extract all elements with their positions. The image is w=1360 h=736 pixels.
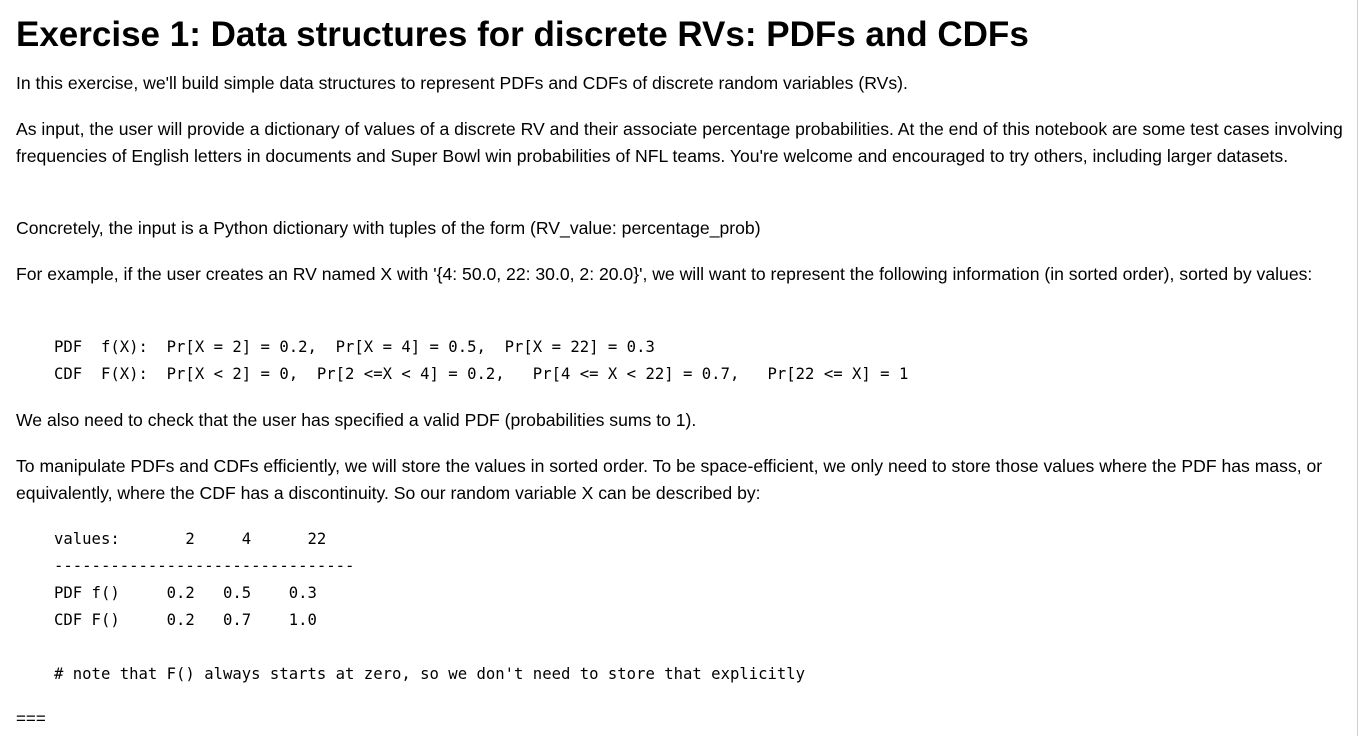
page-title: Exercise 1: Data structures for discrete RVs: PDFs and CDFs	[16, 15, 1029, 54]
code-line-cdf: CDF F(X): Pr[X < 2] = 0, Pr[2 <=X < 4] = 0.2, Pr[4 <= X < 22] = 0.7, Pr[22 <= X] = 1	[54, 365, 909, 383]
code-line-pdf: PDF f(X): Pr[X = 2] = 0.2, Pr[X = 4] = 0.5, Pr[X = 22] = 0.3	[54, 338, 655, 356]
validity-paragraph: We also need to check that the user has specified a valid PDF (probabilities sums to 1).	[16, 410, 697, 430]
code-line-comment: # note that F() always starts at zero, so we don't need to store that explicitly	[54, 665, 806, 683]
input-description-paragraph: As input, the user will provide a dictionary of values of a discrete RV and their associate percentage probabilities. At the end of this notebook are some test cases involving frequencies of English letters in documents and Super Bowl win probabilities of NFL teams. You're welcome and encouraged to try others, including larger datasets.	[16, 119, 1343, 166]
example-paragraph: For example, if the user creates an RV named X with '{4: 50.0, 22: 30.0, 2: 20.0}', we will want to represent the following information (in sorted order), sorted by values:	[16, 264, 1313, 284]
intro-paragraph: In this exercise, we'll build simple data structures to represent PDFs and CDFs of discrete random variables (RVs).	[16, 73, 908, 93]
input-format-paragraph: Concretely, the input is a Python dictionary with tuples of the form (RV_value: percentage_prob)	[16, 218, 761, 238]
code-line-pdf-row: PDF f() 0.2 0.5 0.3	[54, 584, 317, 602]
code-line-values: values: 2 4 22	[54, 530, 327, 548]
code-line-cdf-row: CDF F() 0.2 0.7 1.0	[54, 611, 317, 629]
storage-paragraph: To manipulate PDFs and CDFs efficiently, we will store the values in sorted order. To be space-efficient, we only need to store those values where the PDF has mass, or equivalently, where the CDF has a discontinuity. So our random variable X can be described by:	[16, 456, 1323, 503]
section-separator: ===	[16, 709, 46, 728]
code-line-divider: --------------------------------	[54, 557, 355, 575]
